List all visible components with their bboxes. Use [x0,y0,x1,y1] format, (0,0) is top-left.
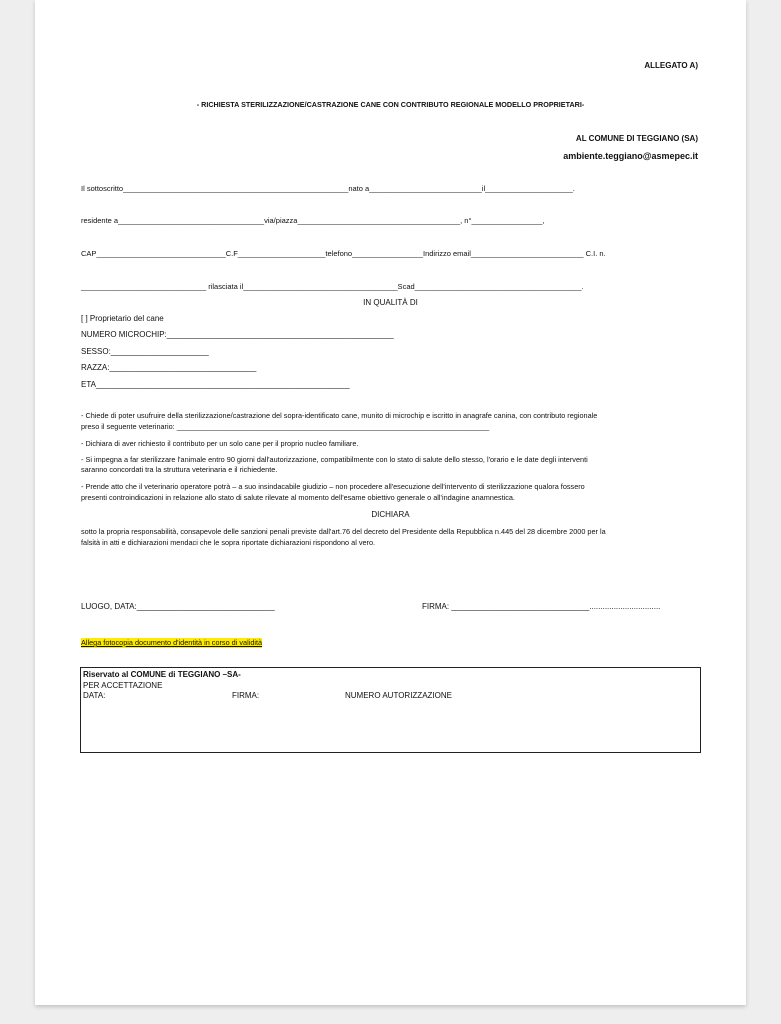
attachment-note: Allega fotocopia documento d'identità in corso di validità [81,638,263,647]
accettazione-label: PER ACCETTAZIONE [83,681,163,690]
luogo-data-field: LUOGO, DATA:_______________________________ [81,602,275,611]
recipient-name: AL COMUNE DI TEGGIANO (SA) [575,134,698,143]
document-title: - RICHIESTA STERILIZZAZIONE/CASTRAZIONE CANE CON CONTRIBUTO REGIONALE MODELLO PROPRIETARI- [196,100,585,109]
razza-field: RAZZA:_________________________________ [81,363,257,372]
reserved-firma-label: FIRMA: [232,691,260,700]
eta-field: ETA_________________________________________________________ [81,380,350,389]
reserved-heading: Riservato al COMUNE di TEGGIANO –SA- [83,670,241,679]
microchip-field: NUMERO MICROCHIP:___________________________________________________ [81,330,394,339]
dichiara-heading: DICHIARA [371,510,410,519]
statement-contributo: - Dichiara di aver richiesto il contributo per un solo cane per il proprio nucleo familiare. [81,439,359,448]
numero-autorizzazione-label: NUMERO AUTORIZZAZIONE [345,691,452,700]
field-line-documento: ______________________________ rilasciata il_____________________________________Scad________________________________________. [81,282,584,291]
statement-prende-atto-line2: presenti controindicazioni in relazione allo stato di salute rilevate al momento dell'esame obiettivo generale o all'indagine anamnestica. [81,493,515,502]
document-page [35,0,746,1005]
dichiara-line2: falsità in atti e dichiarazioni mendaci che le sopra riportate dichiarazioni rispondono al vero. [81,538,376,547]
statement-chiede-line2: preso il seguente veterinario: _____________________________________________________________________________ [81,422,490,431]
recipient-email: ambiente.teggiano@asmepec.it [563,151,698,161]
reserved-box [80,667,701,753]
sesso-field: SESSO:______________________ [81,347,209,356]
statement-prende-atto-line1: - Prende atto che il veterinario operatore potrà – a suo insindacabile giudizio – non procedere all'esecuzione dell'intervento di sterilizzazione qualora fossero [81,482,585,491]
statement-impegno-line2: saranno concordati tra la struttura veterinaria e il richiedente. [81,465,278,474]
field-line-residenza: residente a___________________________________via/piazza_______________________________________, n°_________________, [81,216,545,225]
reserved-data-label: DATA: [83,691,106,700]
statement-impegno-line1: - Si impegna a far sterilizzare l'animale entro 90 giorni dall'autorizzazione, compatibilmente con lo stato di salute dello stesso, l'orario e le date degli interventi [81,455,588,464]
allegato-label: ALLEGATO A) [644,61,698,70]
qualita-heading: IN QUALITÀ DI [363,298,418,307]
field-line-contatti: CAP_______________________________C.F_____________________telefono_________________Indirizzo email___________________________ C.I. n. [81,249,606,258]
dichiara-line1: sotto la propria responsabilità, consapevole delle sanzioni penali previste dall'art.76 del decreto del Presidente della Repubblica n.445 del 28 dicembre 2000 per la [81,527,606,536]
firma-field: FIRMA: _______________________________................................ [422,602,661,611]
field-line-sottoscritto: Il sottoscritto______________________________________________________nato a___________________________il_____________________. [81,184,575,193]
statement-chiede-line1: - Chiede di poter usufruire della sterilizzazione/castrazione del sopra-identificato cane, munito di microchip e iscritto in anagrafe canina, con contributo regionale [81,411,598,420]
owner-checkbox: [ ] Proprietario del cane [81,314,164,323]
